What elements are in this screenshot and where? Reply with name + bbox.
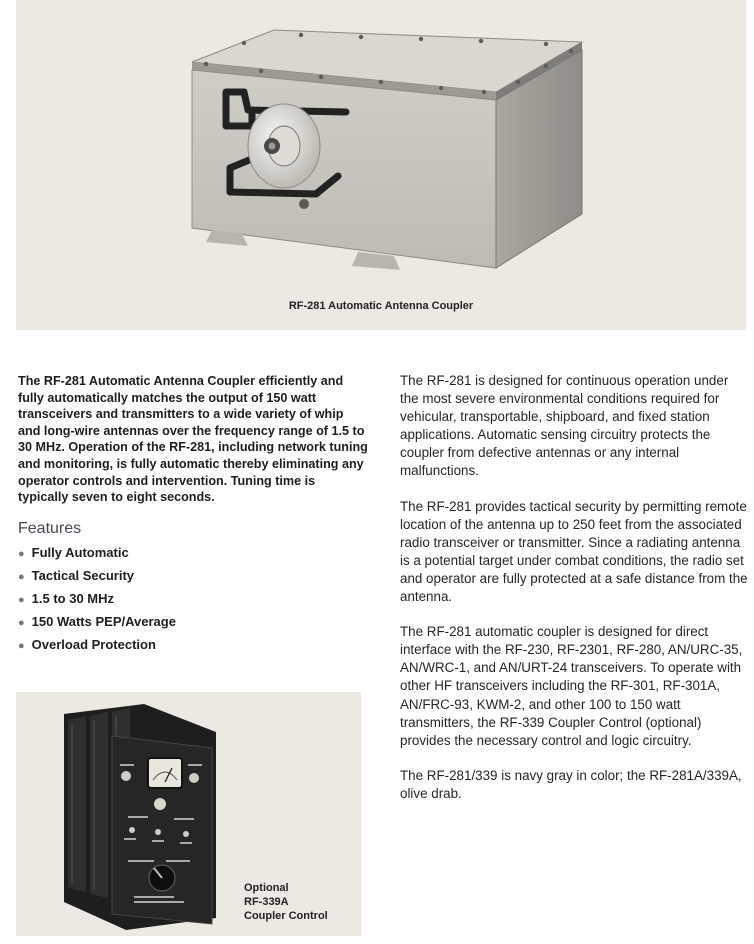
body-paragraph-design: The RF-281 is designed for continuous operation under the most severe environmental conditions required for vehicular, transportable, shipboard, and fixed station applications. Automatic sensing circuitry protects the coupler from defective antennas or any internal malfunctions. [400, 373, 729, 479]
bullet-icon: ● [18, 616, 25, 629]
body-paragraph-interface: The RF-281 automatic coupler is designed for direct interface with the RF-230, RF-2301, RF-280, AN/URC-35, AN/WRC-1, and AN/URT-24 transceivers. To operate with other HF transceivers including the RF-301, RF-301A, AN/FRC-93, KWM-2, and other 100 to 150 watt transmitters, the RF-339 Coupler Control (optional) provides the necessary control and logic circuitry. [400, 624, 743, 748]
feature-label: 1.5 to 30 MHz [31, 590, 115, 606]
feature-label: Fully Automatic [31, 544, 129, 560]
bullet-icon: ● [18, 639, 25, 652]
right-column [400, 372, 750, 820]
intro-paragraph: The RF-281 Automatic Antenna Coupler efficiently and fully automatically matches the output of 150 watt transceivers and transmitters to a wide variety of whip and long-wire antennas over the frequency range of 1.5 to 30 MHz. Operation of the RF-281, including network tuning and monitoring, is fully automatic thereby eliminating any operator controls and intervention. Tuning time is typically seven to eight seconds. [18, 374, 368, 505]
feature-label: Tactical Security [31, 567, 135, 583]
coupler-control-photo-panel [16, 692, 361, 936]
bullet-icon: ● [18, 547, 25, 560]
feature-item [18, 542, 368, 565]
feature-item [18, 634, 368, 657]
bullet-icon: ● [18, 570, 25, 583]
caption-line-model: RF-339A [244, 896, 289, 908]
coupler-control-caption [244, 881, 354, 923]
caption-line-optional: Optional [244, 882, 289, 894]
left-column [18, 373, 368, 657]
antenna-coupler-photo [16, 0, 746, 300]
features-heading: Features [18, 519, 82, 537]
coupler-photo-caption: RF-281 Automatic Antenna Coupler [288, 300, 474, 312]
body-paragraph-security: The RF-281 provides tactical security by permitting remote location of the antenna up to 250 feet from the associated radio transceiver or transmitter. Since a radiating antenna is a potential target under combat conditions, the radio set and operator are fully protected at a safe distance from the antenna. [400, 498, 748, 605]
coupler-photo-panel [16, 0, 746, 330]
feature-label: 150 Watts PEP/Average [31, 613, 176, 629]
feature-item [18, 611, 368, 634]
feature-label: Overload Protection [31, 636, 156, 652]
feature-item [18, 588, 368, 611]
features-list [18, 542, 368, 657]
bullet-icon: ● [18, 593, 25, 606]
body-paragraph-color: The RF-281/339 is navy gray in color; the RF-281A/339A, olive drab. [400, 767, 742, 801]
feature-item [18, 565, 368, 588]
caption-line-name: Coupler Control [244, 910, 328, 922]
